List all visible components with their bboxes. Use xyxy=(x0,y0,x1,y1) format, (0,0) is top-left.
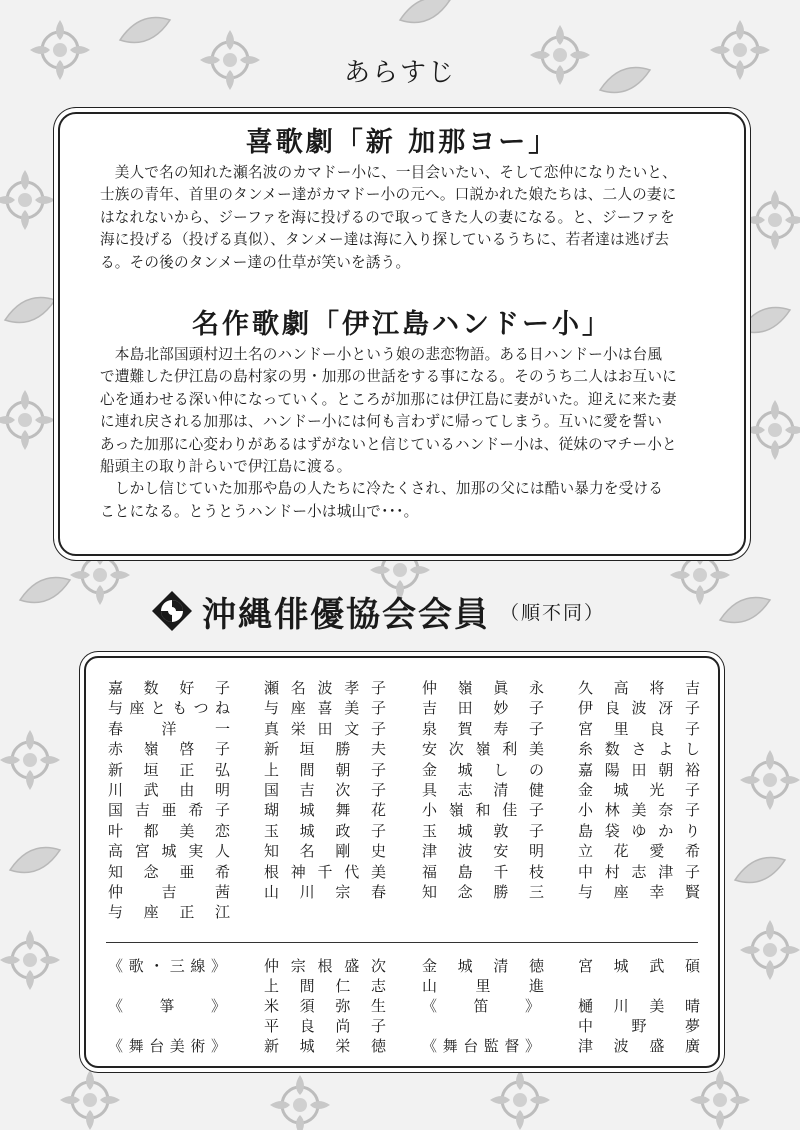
member-name: 与 座 と も つ ね xyxy=(108,699,230,718)
staff-role: 《 舞 台 美 術 》 xyxy=(108,1037,226,1055)
member-name: 新 垣 正 弘 xyxy=(108,760,230,779)
staff-name: 平 良 尚 子 xyxy=(264,1017,386,1035)
members-column-4 xyxy=(578,678,700,902)
members-column-2 xyxy=(264,678,386,902)
member-name: 伊 良 波 冴 子 xyxy=(578,699,700,718)
member-name: 根 神 千 代 美 xyxy=(264,862,386,881)
member-name: 玉 城 政 子 xyxy=(264,821,386,840)
play2-synopsis: 本島北部国頭村辺土名のハンドー小という娘の悲恋物語。ある日ハンドー小は台風 で遭難した伊江島の島村家の男・加那の世話をする事になる。そのうち二人はお互いに 心を通わせる深い仲になっていく。ところが加那には伊江島に妻がいた。迎えに来た妻 に連れ戻される加那は、ハンドー小には何も言わずに帰ってしまう。互いに愛を誓い あった加那に心変わりがあるはずがないと信じているハンドー小は、従妹のマチー小と 船頭主の取り計らいで伊江島に渡る。 しかし信じていた加那や島の人たちに冷たくされ、加那の父には酷い暴力を受ける ことになる。とうとうハンドー小は城山で･･･。 xyxy=(100,346,677,520)
staff-name: 上 間 仁 志 xyxy=(264,977,386,995)
member-name: 新 垣 勝 夫 xyxy=(264,740,386,759)
member-name: 中 村 志 津 子 xyxy=(578,862,700,881)
member-name: 安 次 嶺 利 美 xyxy=(422,740,544,759)
member-name: 金 城 光 子 xyxy=(578,780,700,799)
member-name: 玉 城 敦 子 xyxy=(422,821,544,840)
staff-name: 山 里 進 xyxy=(422,977,544,995)
staff-name: 新 城 栄 徳 xyxy=(264,1037,386,1055)
members-subtitle: （順不同） xyxy=(500,601,606,624)
staff-role: 《 舞 台 監 督 》 xyxy=(422,1037,540,1055)
staff-name: 米 須 弥 生 xyxy=(264,997,386,1015)
member-name: 小 嶺 和 佳 子 xyxy=(422,801,544,820)
members-panel xyxy=(84,656,720,1068)
member-name: 糸 数 さ よ し xyxy=(578,740,700,759)
staff-name: 津 波 盛 廣 xyxy=(578,1037,700,1055)
member-name: 島 袋 ゆ か り xyxy=(578,821,700,840)
member-name: 与 座 幸 賢 xyxy=(578,882,700,901)
member-name: 仲 吉 茜 xyxy=(108,882,230,901)
member-name: 瑚 城 舞 花 xyxy=(264,801,386,820)
member-name: 仲 嶺 眞 永 xyxy=(422,679,544,697)
staff-name: 金 城 清 徳 xyxy=(422,957,544,975)
member-name: 山 川 宗 春 xyxy=(264,882,386,901)
member-name: 真 栄 田 文 子 xyxy=(264,719,386,738)
staff-role: 《 箏 》 xyxy=(108,997,226,1015)
member-name: 宮 里 良 子 xyxy=(578,719,700,738)
members-title: 沖縄俳優協会会員 xyxy=(202,594,490,635)
staff-name: 樋 川 美 晴 xyxy=(578,997,700,1015)
member-name: 立 花 愛 希 xyxy=(578,842,700,861)
staff-divider xyxy=(106,942,698,943)
member-name: 与 座 正 江 xyxy=(108,903,230,922)
member-name: 春 洋 一 xyxy=(108,719,230,738)
member-name: 嘉 陽 田 朝 裕 xyxy=(578,760,700,779)
member-name: 赤 嶺 啓 子 xyxy=(108,740,230,759)
member-name: 知 名 剛 史 xyxy=(264,842,386,861)
member-name: 瀬 名 波 孝 子 xyxy=(264,679,386,697)
staff-name: 仲 宗 根 盛 次 xyxy=(264,957,386,975)
page-title: あらすじ xyxy=(343,58,456,88)
tomoe-diamond-icon xyxy=(150,589,194,633)
staff-name: 中 野 夢 xyxy=(578,1017,700,1035)
staff-name: 宮 城 武 碩 xyxy=(578,957,700,975)
member-name: 与 座 喜 美 子 xyxy=(264,699,386,718)
member-name: 国 吉 亜 希 子 xyxy=(108,801,230,820)
member-name: 小 林 美 奈 子 xyxy=(578,801,700,820)
staff-role: 《 笛 》 xyxy=(422,997,540,1015)
members-heading xyxy=(150,588,670,634)
member-name: 泉 賀 寿 子 xyxy=(422,719,544,738)
members-column-1 xyxy=(108,678,230,923)
member-name: 国 吉 次 子 xyxy=(264,780,386,799)
play2-title: 名作歌劇「伊江島ハンドー小」 xyxy=(192,309,612,340)
member-name: 叶 都 美 恋 xyxy=(108,821,230,840)
member-name: 知 念 亜 希 xyxy=(108,862,230,881)
member-name: 知 念 勝 三 xyxy=(422,882,544,901)
member-name: 具 志 清 健 xyxy=(422,780,544,799)
members-column-3 xyxy=(422,678,544,902)
member-name: 高 宮 城 実 人 xyxy=(108,842,230,861)
member-name: 金 城 し の xyxy=(422,760,544,779)
staff-role: 《 歌 ・ 三 線 》 xyxy=(108,957,226,975)
member-name: 久 高 将 吉 xyxy=(578,679,700,697)
synopsis-panel xyxy=(58,112,746,556)
play1-title: 喜歌劇「新 加那ヨー」 xyxy=(245,127,559,158)
play1-synopsis: 美人で名の知れた瀬名波のカマドー小に、一目会いたい、そして恋仲になりたいと、 士族の青年、首里のタンメー達がカマドー小の元へ。口説かれた娘たちは、二人の妻に はなれないから、ジーファを海に投げるので取ってきた人の妻になる。と、ジーファを 海に投げる（投げる真似）、タンメー達は海に入り探しているうちに、若者達は逃げ去 る。その後のタンメー達の仕草が笑いを誘う。 xyxy=(100,164,677,271)
member-name: 川 武 由 明 xyxy=(108,780,230,799)
member-name: 吉 田 妙 子 xyxy=(422,699,544,718)
member-name: 津 波 安 明 xyxy=(422,842,544,861)
member-name: 上 間 朝 子 xyxy=(264,760,386,779)
member-name: 福 島 千 枝 xyxy=(422,862,544,881)
member-name: 嘉 数 好 子 xyxy=(108,679,230,697)
